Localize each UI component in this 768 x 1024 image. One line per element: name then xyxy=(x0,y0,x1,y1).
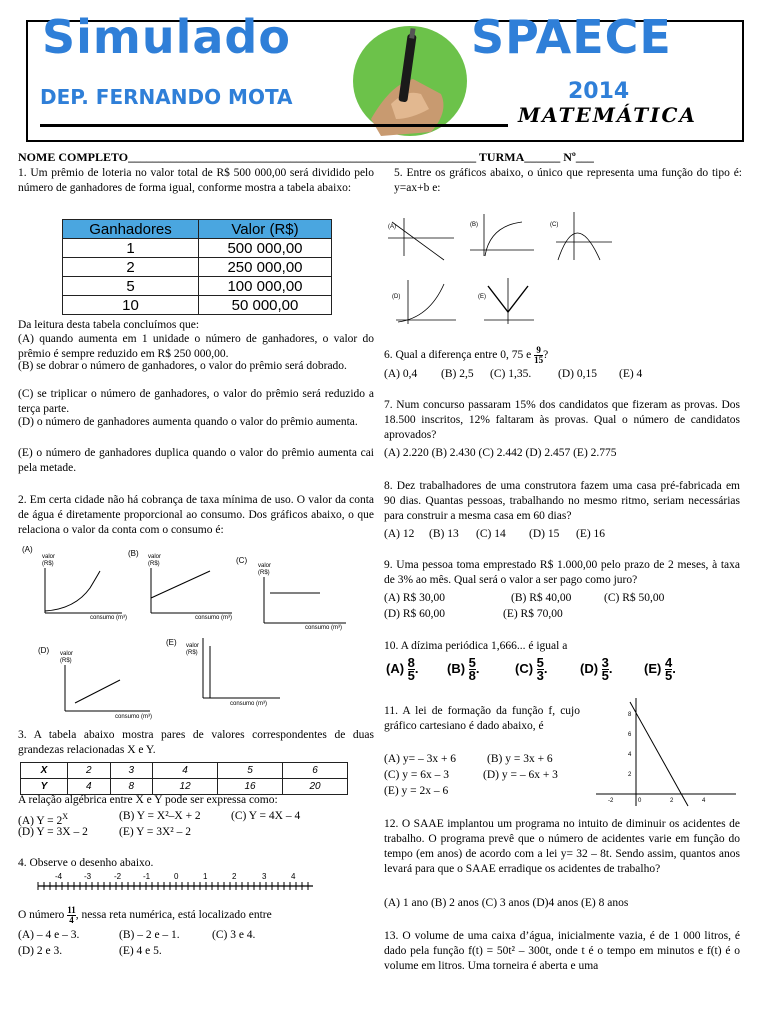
table-cell: 1 xyxy=(63,239,199,258)
q10-option-d[interactable]: (D) $\frac{3}{5}$ . xyxy=(580,655,613,683)
svg-text:2: 2 xyxy=(670,798,674,804)
graph-label-b: (B) xyxy=(128,549,139,558)
graph-label-d: (D) xyxy=(38,646,50,655)
q6-option-d[interactable]: (D) 0,15 xyxy=(558,368,597,380)
svg-text:-1: -1 xyxy=(143,872,151,881)
q8-option-c[interactable]: (C) 14 xyxy=(476,528,506,540)
q9-option-d[interactable]: (D) R$ 60,00 xyxy=(384,608,446,620)
q2-text: 2. Em certa cidade não há cobrança de taxa mínima de uso. O valor da conta de água é diretamente proporcional ao consumo. Dos gráficos abaixo, o que relaciona o valor da conta com o consumo é: xyxy=(18,494,374,536)
q1-text: 1. Um prêmio de loteria no valor total de R$ 500 000,00 será dividido pelo número de ganhadores de forma igual, conforme mostra a tabela abaixo: xyxy=(18,167,374,194)
banner-title-left: Simulado xyxy=(42,10,291,64)
q1-option-e[interactable]: (E) o número de ganhadores duplica quando o valor do prêmio aumenta cai pela metade. xyxy=(18,447,374,474)
svg-text:consumo (m³): consumo (m³) xyxy=(115,714,153,720)
q3-option-d[interactable]: (D) Y = 3X – 2 xyxy=(18,826,88,838)
svg-text:-3: -3 xyxy=(84,872,92,881)
svg-text:6: 6 xyxy=(628,732,632,738)
q1-option-a[interactable]: (A) quando aumenta em 1 unidade o número de ganhadores, o valor do prêmio é sempre reduzido em R$ 250 000,00. xyxy=(18,333,374,360)
q7-options[interactable]: (A) 2.220 (B) 2.430 (C) 2.442 (D) 2.457 (E) 2.775 xyxy=(384,447,617,459)
q3-option-b[interactable]: (B) Y = X²–X + 2 xyxy=(119,810,201,822)
table-cell: 50 000,00 xyxy=(199,296,332,315)
svg-text:(A): (A) xyxy=(388,224,396,230)
svg-text:-2: -2 xyxy=(114,872,122,881)
name-field[interactable]: __________________________________________________________ xyxy=(128,150,477,164)
table-cell: 16 xyxy=(218,779,283,795)
svg-text:consumo (m³): consumo (m³) xyxy=(305,625,343,631)
table-cell: Y xyxy=(21,779,68,795)
svg-text:3: 3 xyxy=(262,872,267,881)
svg-text:valor: valor xyxy=(186,643,200,649)
q4-option-d[interactable]: (D) 2 e 3. xyxy=(18,945,63,957)
q5-graphs xyxy=(384,208,644,338)
q3-option-e[interactable]: (E) Y = 3X² – 2 xyxy=(119,826,191,838)
banner-title-right: SPAECE xyxy=(471,10,672,64)
svg-text:-2: -2 xyxy=(608,798,614,804)
q1-option-d[interactable]: (D) o número de ganhadores aumenta quando o valor do prêmio aumenta. xyxy=(18,416,358,428)
q4-option-e[interactable]: (E) 4 e 5. xyxy=(119,945,162,957)
svg-text:(R$): (R$) xyxy=(148,561,160,567)
table-cell: 4 xyxy=(153,763,218,779)
svg-text:valor: valor xyxy=(148,554,162,560)
graph-label-a: (A) xyxy=(22,545,33,554)
q10-option-a[interactable]: (A) $\frac{8}{5}$ . xyxy=(386,655,419,683)
banner-divider xyxy=(40,124,508,127)
number-label: Nº xyxy=(563,150,576,164)
svg-text:1: 1 xyxy=(203,872,208,881)
name-label: NOME COMPLETO xyxy=(18,150,129,164)
svg-text:consumo (m³): consumo (m³) xyxy=(90,615,128,621)
table-cell: 5 xyxy=(218,763,283,779)
svg-text:2: 2 xyxy=(628,772,632,778)
q8-option-d[interactable]: (D) 15 xyxy=(529,528,560,540)
q9-option-a[interactable]: (A) R$ 30,00 xyxy=(384,592,446,604)
q3-option-a[interactable]: (A) $Y = 2^X$ xyxy=(18,812,69,827)
banner-subject: MATEMÁTICA xyxy=(518,103,697,127)
q1-lead: Da leitura desta tabela concluímos que: xyxy=(18,319,200,331)
number-line xyxy=(18,870,318,894)
table-cell: 250 000,00 xyxy=(199,258,332,277)
svg-text:(C): (C) xyxy=(550,222,559,228)
svg-text:0: 0 xyxy=(174,872,179,881)
q12-text: 12. O SAAE implantou um programa no intuito de diminuir os acidentes de trabalho. O programa prevê que o número de acidentes varie em função do tempo (em anos) de acordo com a lei y= 32 – 8t. Sendo assim, quantos anos levará para que o SAAE erradique os acidentes de trabalho? xyxy=(384,818,740,875)
q2-graphs xyxy=(20,543,370,725)
number-field[interactable]: ___ xyxy=(575,150,594,164)
svg-text:(R$): (R$) xyxy=(42,561,54,567)
class-field[interactable]: ______ xyxy=(524,150,561,164)
q10-option-e[interactable]: (E) $\frac{4}{5}$ . xyxy=(644,655,676,683)
svg-text:consumo (m³): consumo (m³) xyxy=(230,701,268,707)
q6-option-b[interactable]: (B) 2,5 xyxy=(441,368,474,380)
q13-text: 13. O volume de uma caixa d’água, inicialmente vazia, é de 1 000 litros, é dado pela função f(t) = 50t² – 300t, onde t é o tempo em minutos e f(t) é o volume em litros. Uma torneira é aberta e uma xyxy=(384,930,740,972)
q3-option-c[interactable]: (C) Y = 4X – 4 xyxy=(231,810,301,822)
q4-option-b[interactable]: (B) – 2 e – 1. xyxy=(119,929,180,941)
q11-option-e[interactable]: (E) y = 2x – 6 xyxy=(384,785,449,797)
svg-text:valor: valor xyxy=(258,563,272,569)
q10-text: 10. A dízima periódica 1,666... é igual a xyxy=(384,640,568,652)
q3-text: 3. A tabela abaixo mostra pares de valores correspondentes de duas grandezas relacionadas X e Y. xyxy=(18,729,374,756)
q6-option-e[interactable]: (E) 4 xyxy=(619,368,643,380)
svg-text:4: 4 xyxy=(702,798,706,804)
svg-text:(R$): (R$) xyxy=(258,570,270,576)
q9-option-c[interactable]: (C) R$ 50,00 xyxy=(604,592,665,604)
table-cell: 10 xyxy=(63,296,199,315)
table-cell: 5 xyxy=(63,277,199,296)
q8-option-b[interactable]: (B) 13 xyxy=(429,528,459,540)
table-cell: 6 xyxy=(283,763,348,779)
svg-text:(R$): (R$) xyxy=(186,650,198,656)
svg-text:valor: valor xyxy=(60,651,74,657)
q9-option-e[interactable]: (E) R$ 70,00 xyxy=(503,608,563,620)
graph-label-e: (E) xyxy=(166,638,177,647)
svg-text:-4: -4 xyxy=(55,872,63,881)
student-info-line xyxy=(18,150,758,165)
q5-text: 5. Entre os gráficos abaixo, o único que representa uma função do tipo é: y=ax+b e: xyxy=(394,167,742,194)
svg-text:4: 4 xyxy=(628,752,632,758)
class-label: TURMA xyxy=(478,150,525,164)
table-header: Ganhadores xyxy=(63,220,199,239)
svg-text:consumo (m³): consumo (m³) xyxy=(195,615,233,621)
q4-question: O número $\frac{11}{4}$ , nessa reta numérica, está localizado entre xyxy=(18,905,272,925)
q3-table xyxy=(20,762,348,795)
svg-text:8: 8 xyxy=(628,712,632,718)
svg-text:valor: valor xyxy=(42,554,56,560)
q8-option-a[interactable]: (A) 12 xyxy=(384,528,415,540)
q11-option-a[interactable]: (A) y= – 3x + 6 xyxy=(384,753,457,765)
q8-text: 8. Dez trabalhadores de uma construtora fazem uma casa pré-fabricada em 90 dias. Quantas pessoas, trabalhando no mesmo ritmo, seriam necessárias para construir a mesma casa em 60 dias? xyxy=(384,480,740,522)
table-cell: 500 000,00 xyxy=(199,239,332,258)
table-header: Valor (R$) xyxy=(199,220,332,239)
q11-option-c[interactable]: (C) y = 6x – 3 xyxy=(384,769,449,781)
banner-year: 2014 xyxy=(568,79,630,104)
q7-text: 7. Num concurso passaram 15% dos candidatos que fizeram as provas. Dos 18.500 inscritos, 12% faltaram às provas. Qual o número de candidatos aprovados? xyxy=(384,399,740,441)
svg-text:4: 4 xyxy=(291,872,296,881)
q9-text: 9. Uma pessoa toma emprestado R$ 1.000,00 pelo prazo de 2 meses, à taxa de 3% ao mês. Qual será o valor a ser pago como juro? xyxy=(384,559,740,586)
q11-text: 11. A lei de formação da função f, cujo gráfico cartesiano é dado abaixo, é xyxy=(384,705,580,732)
svg-text:(R$): (R$) xyxy=(60,658,72,664)
table-cell: X xyxy=(21,763,68,779)
table-cell: 4 xyxy=(68,779,111,795)
q4-option-a[interactable]: (A) – 4 e – 3. xyxy=(18,929,80,941)
table-cell: 20 xyxy=(283,779,348,795)
q1-option-c[interactable]: (C) se triplicar o número de ganhadores, o valor do prêmio será reduzido a terça parte. xyxy=(18,388,374,415)
hand-writing-logo xyxy=(351,24,469,138)
svg-text:2: 2 xyxy=(232,872,237,881)
q10-option-b[interactable]: (B) $\frac{5}{8}$ . xyxy=(447,655,480,683)
graph-label-c: (C) xyxy=(236,556,248,565)
q10-option-c[interactable]: (C) $\frac{5}{3}$ . xyxy=(515,655,548,683)
q4-fraction: $\frac{11}{4}$ xyxy=(67,905,76,925)
q6-option-a[interactable]: (A) 0,4 xyxy=(384,368,418,380)
q6-fraction: $\frac{9}{15}$ xyxy=(534,345,544,365)
q4-option-c[interactable]: (C) 3 e 4. xyxy=(212,929,256,941)
svg-text:0: 0 xyxy=(638,798,642,804)
q11-option-b[interactable]: (B) y = 3x + 6 xyxy=(487,753,553,765)
q6-text: 6. Qual a diferença entre 0, 75 e $\frac{9}{15}$ ? xyxy=(384,345,549,365)
table-cell: 100 000,00 xyxy=(199,277,332,296)
q4-text: 4. Observe o desenho abaixo. xyxy=(18,857,154,869)
q6-option-c[interactable]: (C) 1,35. xyxy=(490,368,532,380)
table-cell: 8 xyxy=(110,779,153,795)
q11-graph xyxy=(590,694,740,810)
svg-text:(B): (B) xyxy=(470,222,478,228)
table-cell: 2 xyxy=(63,258,199,277)
q11-option-d[interactable]: (D) y = – 6x + 3 xyxy=(483,769,558,781)
header-banner xyxy=(26,10,744,142)
q12-options[interactable]: (A) 1 ano (B) 2 anos (C) 3 anos (D)4 anos (E) 8 anos xyxy=(384,897,629,909)
q3-question: A relação algébrica entre X e Y pode ser expressa como: xyxy=(18,794,278,806)
banner-subtitle: DEP. FERNANDO MOTA xyxy=(40,85,293,109)
table-cell: 2 xyxy=(68,763,111,779)
svg-text:(E): (E) xyxy=(478,294,486,300)
q8-option-e[interactable]: (E) 16 xyxy=(576,528,606,540)
table-cell: 3 xyxy=(110,763,153,779)
q9-option-b[interactable]: (B) R$ 40,00 xyxy=(511,592,572,604)
q1-option-b[interactable]: (B) se dobrar o número de ganhadores, o valor do prêmio será dobrado. xyxy=(18,360,347,372)
table-cell: 12 xyxy=(153,779,218,795)
q1-table xyxy=(62,219,332,315)
svg-text:(D): (D) xyxy=(392,294,401,300)
